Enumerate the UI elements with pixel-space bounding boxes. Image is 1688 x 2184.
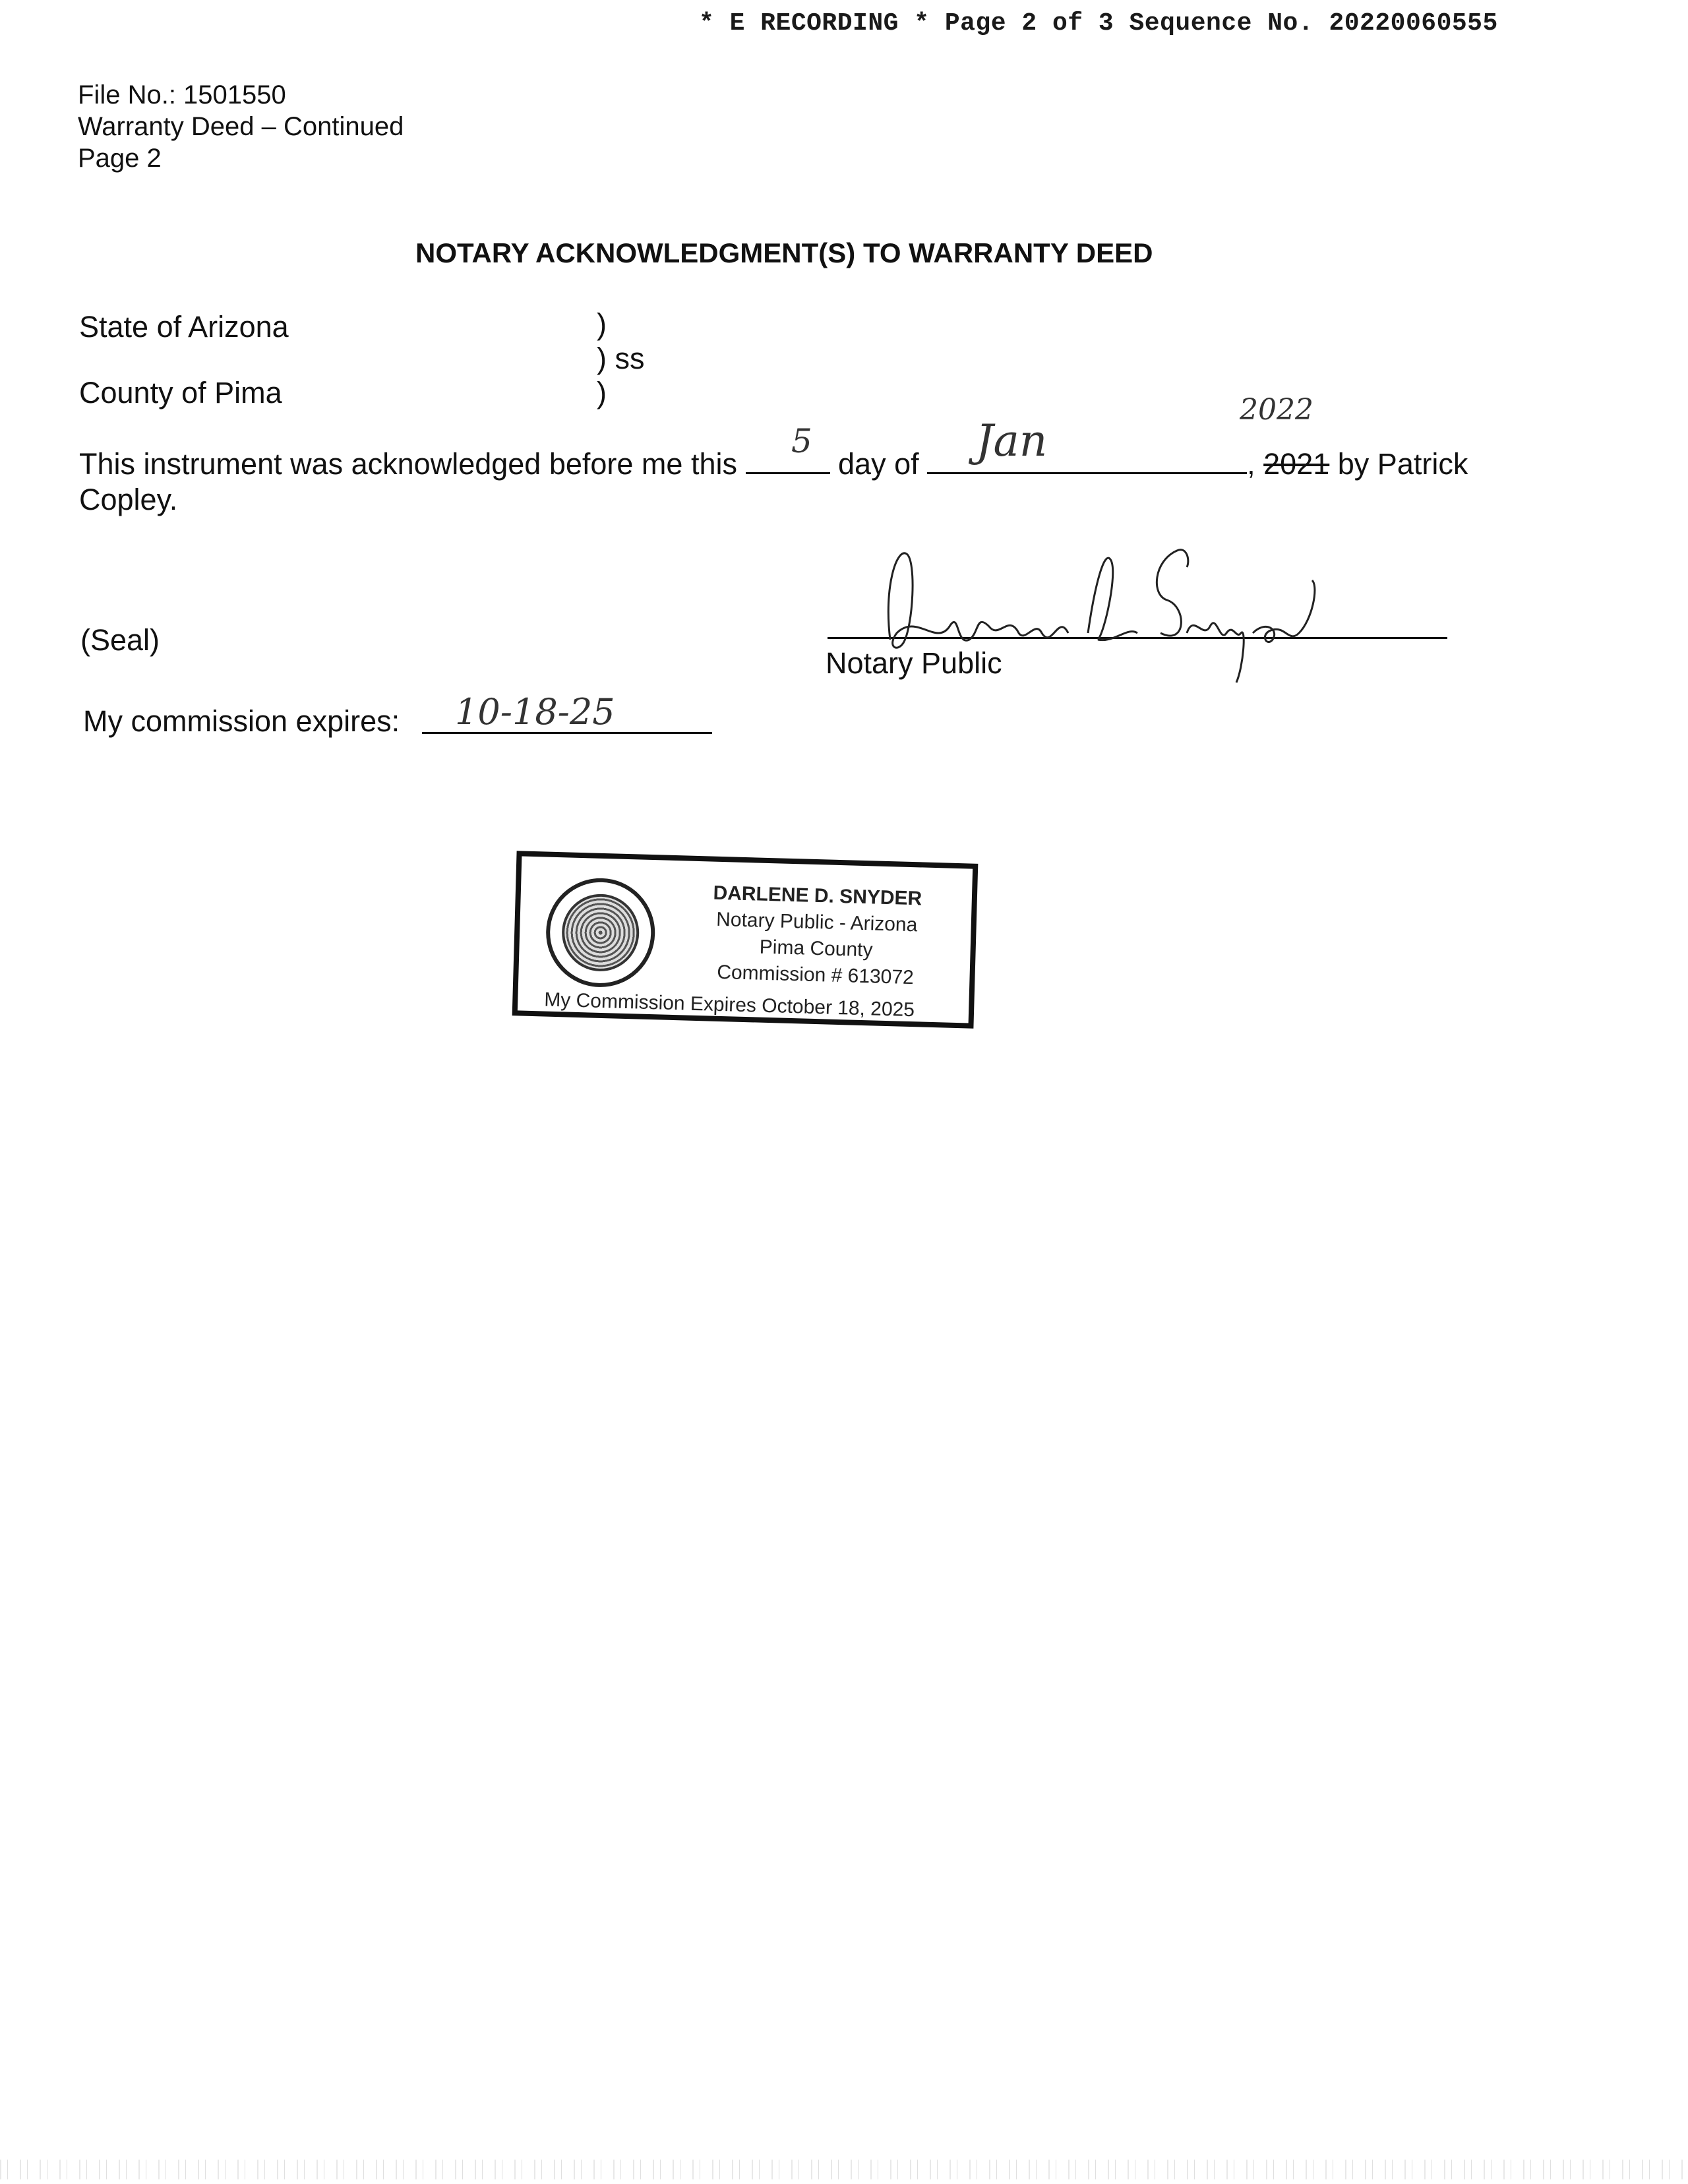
notary-stamp <box>512 851 979 1028</box>
handwritten-year: 2022 <box>1240 393 1313 427</box>
year-struck: 2021 <box>1263 447 1330 481</box>
acknowledgment-by: by Patrick <box>1337 447 1468 481</box>
scan-artifact <box>0 2160 1688 2179</box>
acknowledgment-day-of: day of <box>838 447 919 481</box>
page-title: NOTARY ACKNOWLEDGMENT(S) TO WARRANTY DEED <box>415 237 1153 268</box>
stamp-expires: My Commission Expires October 18, 2025 <box>543 988 915 1021</box>
notary-signature <box>877 534 1339 686</box>
seal-label: (Seal) <box>80 623 160 657</box>
venue-paren-3: ) <box>597 376 607 410</box>
acknowledgment-continued: Copley. <box>79 483 178 516</box>
file-number: File No.: 1501550 <box>78 80 286 109</box>
commission-handwritten-date: 10-18-25 <box>455 691 615 733</box>
venue-ss: ) ss <box>597 342 645 375</box>
recording-header: * E RECORDING * Page 2 of 3 Sequence No. 20220060555 <box>699 9 1498 38</box>
month-blank <box>927 446 1247 474</box>
acknowledgment-prefix: This instrument was acknowledged before me this <box>79 447 737 481</box>
venue-paren-1: ) <box>597 307 607 341</box>
document-title: Warranty Deed – Continued <box>78 112 404 141</box>
handwritten-day: 5 <box>791 422 812 460</box>
venue-state: State of Arizona <box>79 310 289 344</box>
acknowledgment-comma: , <box>1247 447 1255 481</box>
day-blank <box>746 446 830 474</box>
commission-label: My commission expires: <box>83 704 400 738</box>
stamp-commission: Commission # 613072 <box>716 961 915 989</box>
stamp-county: Pima County <box>759 936 873 961</box>
page-number: Page 2 <box>78 144 162 173</box>
acknowledgment-text <box>79 446 1468 481</box>
venue-county: County of Pima <box>79 376 282 410</box>
stamp-title: Notary Public - Arizona <box>715 908 918 936</box>
signature-label: Notary Public <box>826 646 1002 680</box>
handwritten-month: Jan <box>976 415 1048 466</box>
arizona-seal-icon <box>545 877 657 989</box>
stamp-name: DARLENE D. SNYDER <box>713 882 922 910</box>
stamp-details <box>677 879 956 992</box>
